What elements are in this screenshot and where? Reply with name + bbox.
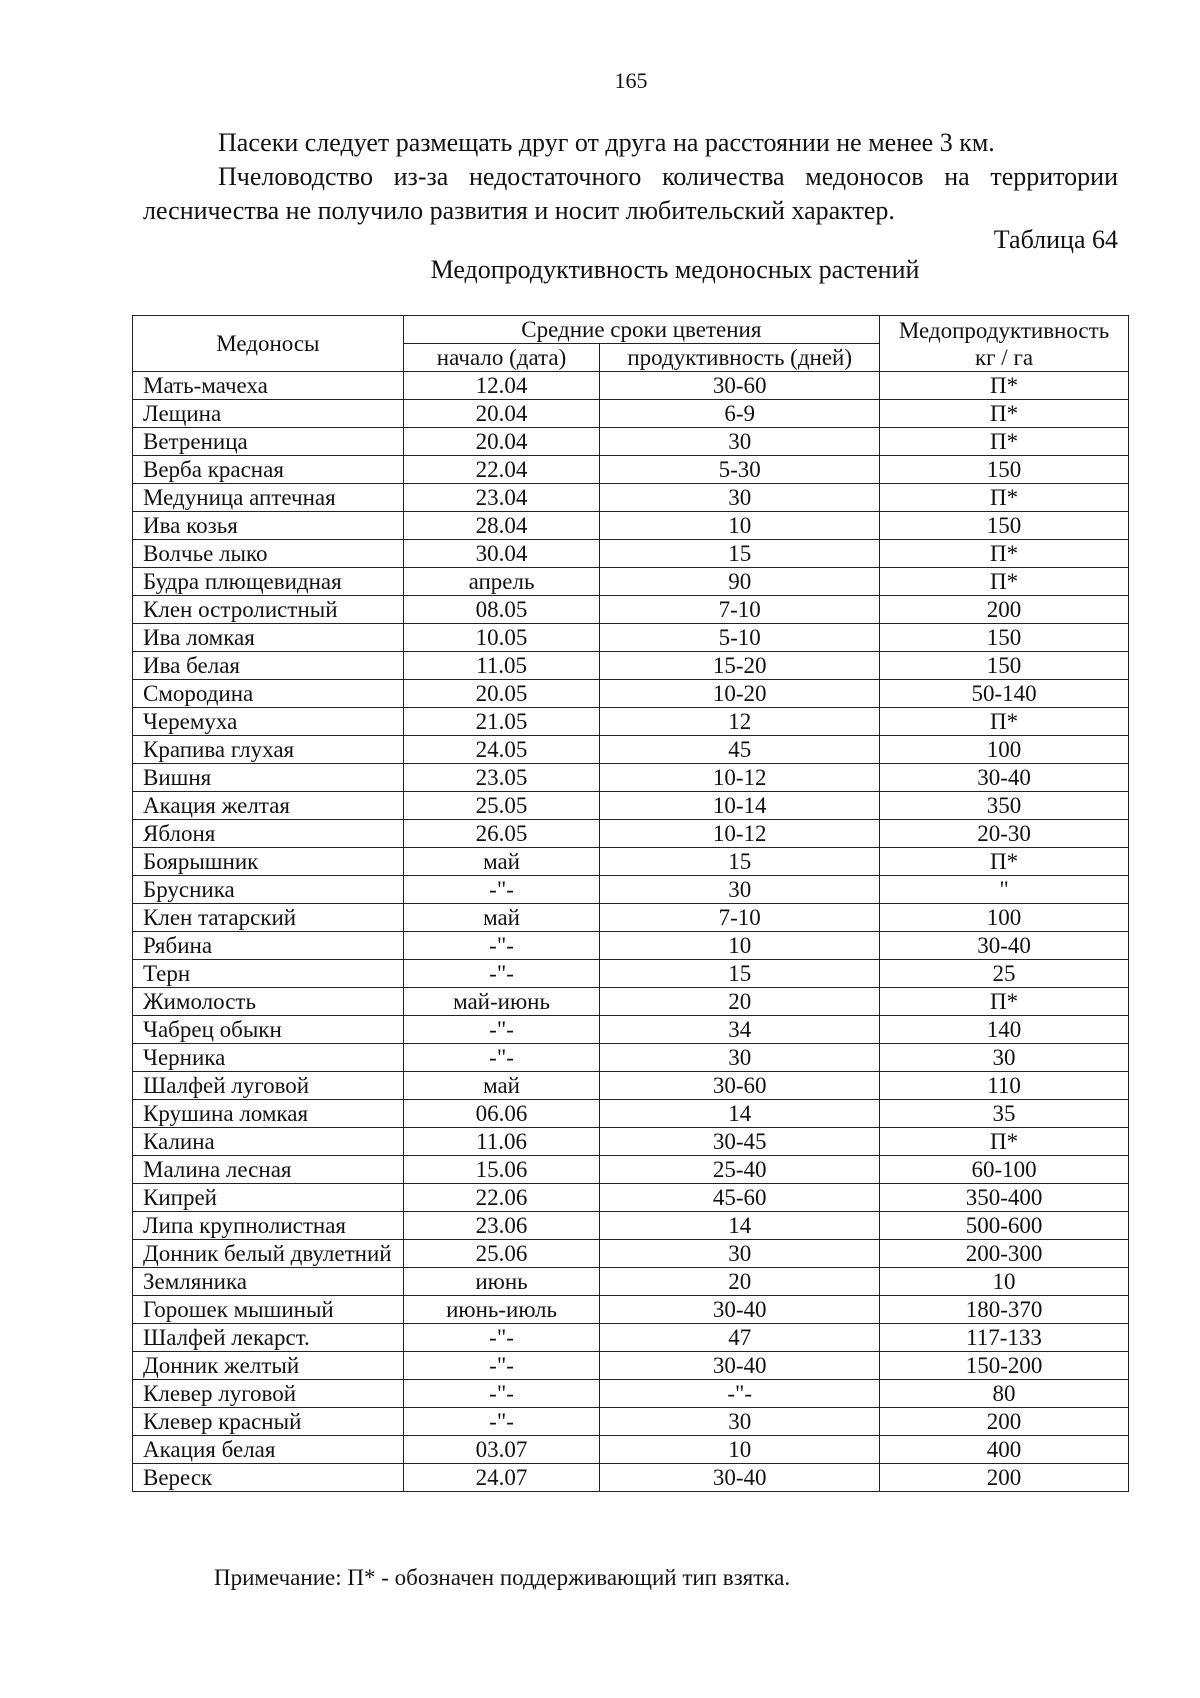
cell-start-date: июнь-июль (403, 1296, 600, 1324)
table-row (133, 932, 1129, 960)
cell-plant-name: Клен остролистный (133, 596, 404, 624)
cell-plant-name: Верба красная (133, 456, 404, 484)
cell-start-date: июнь (403, 1268, 600, 1296)
cell-start-date: 10.05 (403, 624, 600, 652)
cell-duration: 30-60 (600, 1072, 880, 1100)
table-row (133, 652, 1129, 680)
cell-productivity: 180-370 (880, 1296, 1129, 1324)
cell-plant-name: Липа крупнолистная (133, 1212, 404, 1240)
cell-duration: 5-30 (600, 456, 880, 484)
table-row (133, 1128, 1129, 1156)
cell-plant-name: Черемуха (133, 708, 404, 736)
cell-start-date: -"- (403, 960, 600, 988)
table-row (133, 400, 1129, 428)
cell-plant-name: Калина (133, 1128, 404, 1156)
table-body (133, 372, 1129, 1492)
cell-duration: 30 (600, 1240, 880, 1268)
cell-productivity: 60-100 (880, 1156, 1129, 1184)
cell-plant-name: Земляника (133, 1268, 404, 1296)
table-row (133, 1436, 1129, 1464)
cell-start-date: 08.05 (403, 596, 600, 624)
cell-productivity: 20-30 (880, 820, 1129, 848)
cell-start-date: 22.04 (403, 456, 600, 484)
table-row (133, 876, 1129, 904)
cell-start-date: 15.06 (403, 1156, 600, 1184)
cell-productivity: " (880, 876, 1129, 904)
cell-duration: 30-40 (600, 1296, 880, 1324)
cell-productivity: П* (880, 372, 1129, 400)
cell-productivity: 117-133 (880, 1324, 1129, 1352)
paragraph-beekeeping: Пчеловодство из-за недостаточного количества медоносов на территории лесничества не получило развития и носит любительский характер. (143, 162, 1118, 225)
cell-productivity: П* (880, 428, 1129, 456)
cell-start-date: 20.04 (403, 400, 600, 428)
cell-duration: 10 (600, 512, 880, 540)
cell-duration: 10-12 (600, 764, 880, 792)
cell-duration: 47 (600, 1324, 880, 1352)
cell-productivity: 100 (880, 904, 1129, 932)
cell-plant-name: Шалфей луговой (133, 1072, 404, 1100)
cell-plant-name: Малина лесная (133, 1156, 404, 1184)
table-row (133, 792, 1129, 820)
cell-productivity: 30 (880, 1044, 1129, 1072)
table-row (133, 904, 1129, 932)
cell-productivity: П* (880, 848, 1129, 876)
cell-productivity: 200 (880, 596, 1129, 624)
cell-duration: 30-40 (600, 1352, 880, 1380)
cell-duration: 15 (600, 960, 880, 988)
cell-plant-name: Чабрец обыкн (133, 1016, 404, 1044)
cell-plant-name: Брусника (133, 876, 404, 904)
table-row (133, 736, 1129, 764)
cell-plant-name: Кипрей (133, 1184, 404, 1212)
cell-duration: 15 (600, 540, 880, 568)
cell-productivity: 200 (880, 1408, 1129, 1436)
header-plants: Медоносы (133, 316, 404, 372)
cell-productivity: П* (880, 400, 1129, 428)
cell-start-date: -"- (403, 1408, 600, 1436)
cell-plant-name: Шалфей лекарст. (133, 1324, 404, 1352)
cell-duration: 7-10 (600, 596, 880, 624)
cell-productivity: 110 (880, 1072, 1129, 1100)
cell-productivity: П* (880, 484, 1129, 512)
cell-productivity: 30-40 (880, 932, 1129, 960)
cell-duration: 30 (600, 876, 880, 904)
table-row (133, 1184, 1129, 1212)
table-row (133, 456, 1129, 484)
cell-duration: 10 (600, 932, 880, 960)
cell-plant-name: Будра плющевидная (133, 568, 404, 596)
table-row (133, 1464, 1129, 1492)
header-duration: продуктивность (дней) (600, 344, 880, 372)
cell-duration: 14 (600, 1100, 880, 1128)
cell-plant-name: Ива козья (133, 512, 404, 540)
cell-start-date: 11.06 (403, 1128, 600, 1156)
cell-plant-name: Клен татарский (133, 904, 404, 932)
cell-productivity: 150 (880, 652, 1129, 680)
cell-duration: 90 (600, 568, 880, 596)
table-row (133, 1212, 1129, 1240)
table-label: Таблица 64 (993, 225, 1118, 254)
cell-start-date: -"- (403, 1044, 600, 1072)
cell-duration: 30 (600, 1408, 880, 1436)
table-row (133, 1100, 1129, 1128)
table-row (133, 428, 1129, 456)
cell-start-date: май (403, 904, 600, 932)
cell-plant-name: Яблоня (133, 820, 404, 848)
cell-duration: 10 (600, 1436, 880, 1464)
cell-start-date: 26.05 (403, 820, 600, 848)
cell-productivity: 150 (880, 512, 1129, 540)
table-row (133, 708, 1129, 736)
header-honey-productivity: Медопродуктивность кг / га (880, 316, 1129, 372)
table-row (133, 512, 1129, 540)
cell-start-date: 21.05 (403, 708, 600, 736)
cell-start-date: -"- (403, 1016, 600, 1044)
cell-plant-name: Боярышник (133, 848, 404, 876)
cell-plant-name: Рябина (133, 932, 404, 960)
cell-duration: 30-40 (600, 1464, 880, 1492)
cell-start-date: 23.06 (403, 1212, 600, 1240)
cell-start-date: 24.07 (403, 1464, 600, 1492)
cell-plant-name: Клевер красный (133, 1408, 404, 1436)
cell-duration: 34 (600, 1016, 880, 1044)
cell-start-date: апрель (403, 568, 600, 596)
cell-productivity: 400 (880, 1436, 1129, 1464)
cell-productivity: 150 (880, 456, 1129, 484)
cell-productivity: 200-300 (880, 1240, 1129, 1268)
cell-plant-name: Ива ломкая (133, 624, 404, 652)
table-row (133, 568, 1129, 596)
cell-duration: 10-12 (600, 820, 880, 848)
table-note: Примечание: П* - обозначен поддерживающий тип взятка. (214, 1565, 791, 1590)
cell-duration: 14 (600, 1212, 880, 1240)
table-row (133, 1352, 1129, 1380)
cell-productivity: П* (880, 1128, 1129, 1156)
cell-plant-name: Смородина (133, 680, 404, 708)
cell-duration: 30-45 (600, 1128, 880, 1156)
cell-start-date: 24.05 (403, 736, 600, 764)
cell-productivity: 10 (880, 1268, 1129, 1296)
cell-start-date: 23.05 (403, 764, 600, 792)
cell-duration: 25-40 (600, 1156, 880, 1184)
paragraph-apiary-distance: Пасеки следует размещать друг от друга на расстоянии не менее 3 км. (218, 128, 995, 157)
page-number: 165 (614, 68, 648, 93)
table-row (133, 1408, 1129, 1436)
cell-plant-name: Клевер луговой (133, 1380, 404, 1408)
cell-duration: 15-20 (600, 652, 880, 680)
cell-start-date: май (403, 848, 600, 876)
cell-duration: 30-60 (600, 372, 880, 400)
cell-duration: 15 (600, 848, 880, 876)
table-row (133, 1268, 1129, 1296)
honey-plants-table (132, 315, 1129, 1492)
cell-productivity: 500-600 (880, 1212, 1129, 1240)
cell-start-date: 03.07 (403, 1436, 600, 1464)
cell-plant-name: Донник белый двулетний (133, 1240, 404, 1268)
cell-start-date: май (403, 1072, 600, 1100)
cell-start-date: 25.05 (403, 792, 600, 820)
cell-productivity: 25 (880, 960, 1129, 988)
table-header-row (133, 316, 1129, 344)
cell-start-date: 23.04 (403, 484, 600, 512)
cell-plant-name: Медуница аптечная (133, 484, 404, 512)
cell-start-date: -"- (403, 932, 600, 960)
cell-productivity: 200 (880, 1464, 1129, 1492)
cell-productivity: 350-400 (880, 1184, 1129, 1212)
table-row (133, 1296, 1129, 1324)
table-row (133, 764, 1129, 792)
cell-plant-name: Волчье лыко (133, 540, 404, 568)
cell-start-date: -"- (403, 1380, 600, 1408)
cell-productivity: П* (880, 708, 1129, 736)
cell-plant-name: Донник желтый (133, 1352, 404, 1380)
cell-duration: 20 (600, 988, 880, 1016)
cell-start-date: 06.06 (403, 1100, 600, 1128)
cell-productivity: 30-40 (880, 764, 1129, 792)
cell-start-date: -"- (403, 1324, 600, 1352)
cell-start-date: 22.06 (403, 1184, 600, 1212)
table-row (133, 848, 1129, 876)
cell-start-date: 25.06 (403, 1240, 600, 1268)
table-title: Медопродуктивность медоносных растений (430, 255, 920, 284)
cell-plant-name: Вереск (133, 1464, 404, 1492)
cell-start-date: май-июнь (403, 988, 600, 1016)
cell-productivity: 350 (880, 792, 1129, 820)
cell-plant-name: Акация желтая (133, 792, 404, 820)
cell-duration: 6-9 (600, 400, 880, 428)
cell-plant-name: Мать-мачеха (133, 372, 404, 400)
cell-productivity: 150-200 (880, 1352, 1129, 1380)
cell-duration: 7-10 (600, 904, 880, 932)
cell-duration: 20 (600, 1268, 880, 1296)
cell-duration: 30 (600, 1044, 880, 1072)
cell-duration: -"- (600, 1380, 880, 1408)
cell-duration: 5-10 (600, 624, 880, 652)
cell-duration: 45-60 (600, 1184, 880, 1212)
cell-plant-name: Вишня (133, 764, 404, 792)
cell-plant-name: Акация белая (133, 1436, 404, 1464)
cell-plant-name: Терн (133, 960, 404, 988)
table-row (133, 680, 1129, 708)
cell-plant-name: Лещина (133, 400, 404, 428)
cell-plant-name: Ветреница (133, 428, 404, 456)
cell-plant-name: Крушина ломкая (133, 1100, 404, 1128)
header-bloom-period: Средние сроки цветения (403, 316, 879, 344)
table-row (133, 540, 1129, 568)
cell-start-date: 11.05 (403, 652, 600, 680)
cell-productivity: П* (880, 568, 1129, 596)
cell-productivity: П* (880, 988, 1129, 1016)
cell-plant-name: Крапива глухая (133, 736, 404, 764)
table-row (133, 820, 1129, 848)
cell-start-date: 30.04 (403, 540, 600, 568)
cell-start-date: 20.04 (403, 428, 600, 456)
table-row (133, 1044, 1129, 1072)
cell-productivity: 50-140 (880, 680, 1129, 708)
cell-plant-name: Жимолость (133, 988, 404, 1016)
cell-duration: 10-14 (600, 792, 880, 820)
cell-start-date: -"- (403, 1352, 600, 1380)
table-row (133, 1016, 1129, 1044)
cell-plant-name: Черника (133, 1044, 404, 1072)
cell-start-date: 28.04 (403, 512, 600, 540)
table-row (133, 372, 1129, 400)
cell-start-date: -"- (403, 876, 600, 904)
table-row (133, 988, 1129, 1016)
table-row (133, 484, 1129, 512)
cell-duration: 30 (600, 428, 880, 456)
cell-productivity: 100 (880, 736, 1129, 764)
cell-duration: 10-20 (600, 680, 880, 708)
table-row (133, 1324, 1129, 1352)
table-row (133, 1240, 1129, 1268)
table-row (133, 1380, 1129, 1408)
table-row (133, 624, 1129, 652)
cell-start-date: 12.04 (403, 372, 600, 400)
cell-duration: 30 (600, 484, 880, 512)
table-row (133, 1156, 1129, 1184)
cell-productivity: 80 (880, 1380, 1129, 1408)
cell-productivity: 140 (880, 1016, 1129, 1044)
cell-start-date: 20.05 (403, 680, 600, 708)
cell-plant-name: Горошек мышиный (133, 1296, 404, 1324)
cell-productivity: П* (880, 540, 1129, 568)
header-start-date: начало (дата) (403, 344, 600, 372)
table-row (133, 1072, 1129, 1100)
cell-productivity: 35 (880, 1100, 1129, 1128)
cell-duration: 12 (600, 708, 880, 736)
table-row (133, 960, 1129, 988)
cell-duration: 45 (600, 736, 880, 764)
table-row (133, 596, 1129, 624)
cell-productivity: 150 (880, 624, 1129, 652)
cell-plant-name: Ива белая (133, 652, 404, 680)
